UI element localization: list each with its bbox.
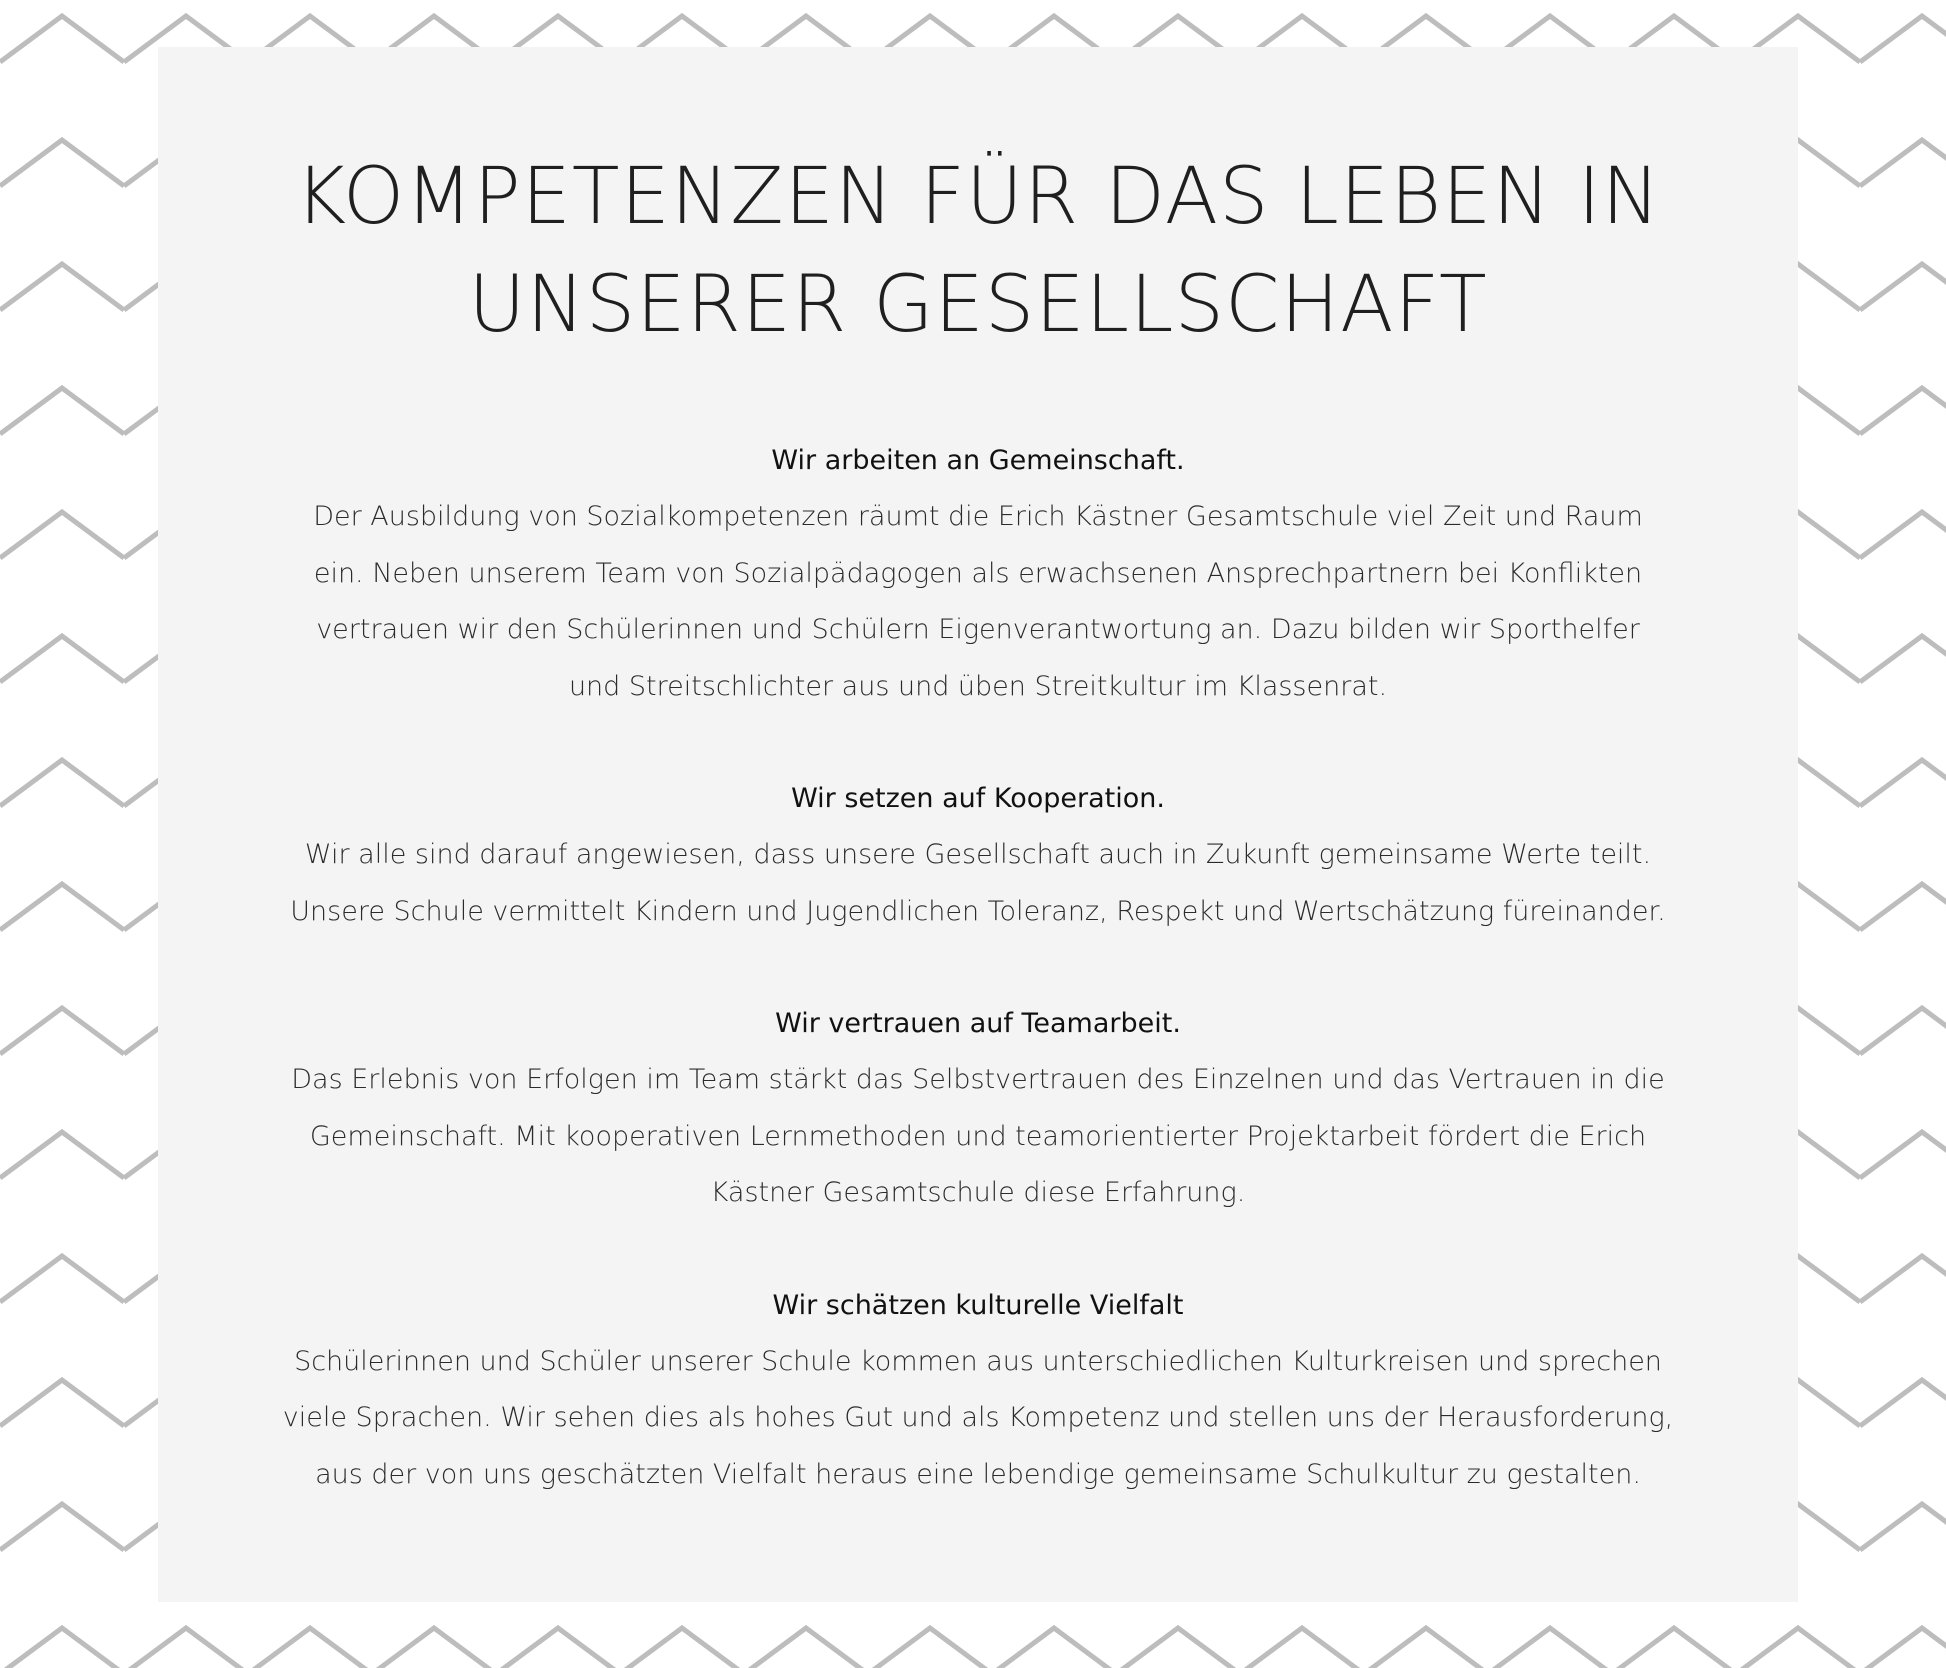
section-vielfalt — [278, 1278, 1678, 1504]
section-body-line: vertrauen wir den Schülerinnen und Schülern Eigenverantwortung an. Dazu bilden wir Sporthelfer — [316, 614, 1640, 645]
section-body-line: viele Sprachen. Wir sehen dies als hohes Gut und als Kompetenz und stellen uns der Herausforderung, — [282, 1402, 1674, 1433]
section-body-line: Kästner Gesamtschule diese Erfahrung. — [710, 1177, 1246, 1208]
section-heading: Wir arbeiten an Gemeinschaft. — [771, 445, 1185, 476]
section-body-line: Schülerinnen und Schüler unserer Schule kommen aus unterschiedlichen Kulturkreisen und sprechen — [294, 1345, 1662, 1377]
section-teamarbeit — [278, 996, 1678, 1222]
section-body-line: Unsere Schule vermittelt Kindern und Jugendlichen Toleranz, Respekt und Wertschätzung füreinander. — [290, 895, 1666, 927]
page-title-line-2: UNSERER GESELLSCHAFT — [468, 260, 1488, 350]
section-body-line: ein. Neben unserem Team von Sozialpädagogen als erwachsenen Ansprechpartnern bei Konflikten — [313, 557, 1643, 589]
section-body-line: Das Erlebnis von Erfolgen im Team stärkt das Selbstvertrauen des Einzelnen und das Vertrauen in die — [291, 1064, 1665, 1095]
content-panel — [158, 47, 1798, 1602]
competence-sections — [278, 433, 1678, 1503]
section-body-line: und Streitschlichter aus und üben Streitkultur im Klassenrat. — [568, 670, 1388, 702]
section-body-line: Gemeinschaft. Mit kooperativen Lernmethoden und teamorientierter Projektarbeit fördert die Erich — [309, 1120, 1647, 1152]
section-heading: Wir setzen auf Kooperation. — [791, 783, 1165, 814]
section-heading: Wir schätzen kulturelle Vielfalt — [772, 1289, 1184, 1321]
section-heading: Wir vertrauen auf Teamarbeit. — [775, 1008, 1181, 1039]
section-body — [278, 827, 1678, 940]
section-body — [278, 1052, 1678, 1222]
page-title — [278, 143, 1678, 359]
section-kooperation — [278, 771, 1678, 940]
section-body-line: Der Ausbildung von Sozialkompetenzen räumt die Erich Kästner Gesamtschule viel Zeit und Raum — [313, 501, 1643, 532]
section-body-line: aus der von uns geschätzten Vielfalt heraus eine lebendige gemeinsame Schulkultur zu gestalten. — [315, 1458, 1641, 1490]
section-body — [278, 489, 1678, 715]
section-gemeinschaft — [278, 433, 1678, 715]
section-body-line: Wir alle sind darauf angewiesen, dass unsere Gesellschaft auch in Zukunft gemeinsame Werte teilt. — [304, 839, 1652, 870]
section-body — [278, 1334, 1678, 1504]
page-title-line-1: KOMPETENZEN FÜR DAS LEBEN IN — [295, 152, 1661, 242]
